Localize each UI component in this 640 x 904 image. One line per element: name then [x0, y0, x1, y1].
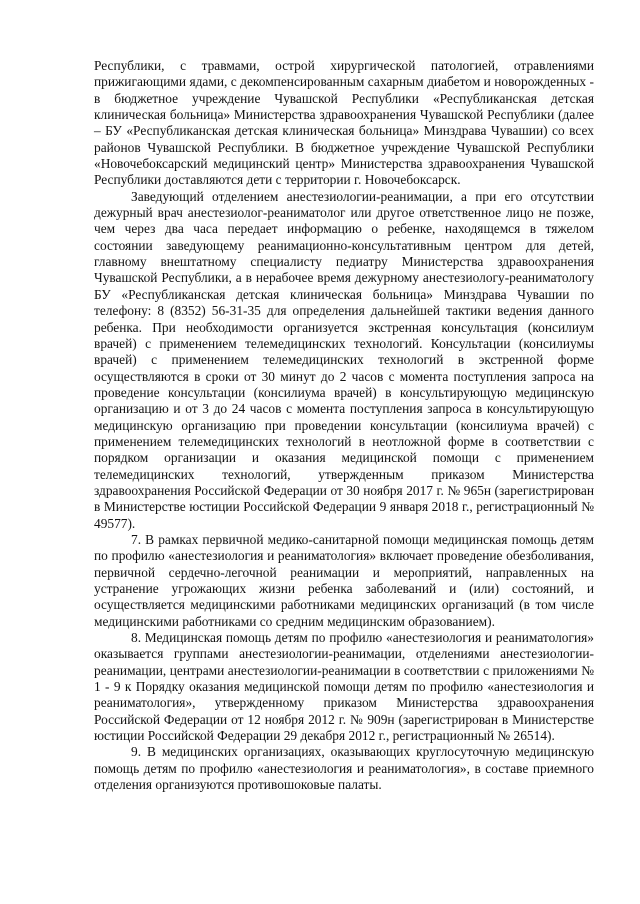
paragraph-continuation: Республики, с травмами, острой хирургической патологией, отравлениями прижигающими ядами, с декомпенсированным сахарным диабетом и новорожденных - в бюджетное учреждение Чувашской Республики «Республиканская детская клиническая больница» Министерства здравоохранения Чувашской Республики (далее – БУ «Республиканская детская клиническая больница» Минздрава Чувашии) со всех районов Чувашской Республики. В бюджетное учреждение Чувашской Республики «Новочебоксарский медицинский центр» Министерства здравоохранения Чувашской Республики доставляются дети с территории г. Новочебоксарск.	[94, 58, 594, 188]
paragraph-item-8: 8. Медицинская помощь детям по профилю «анестезиология и реаниматология» оказывается группами анестезиологии-реанимации, отделениями анестезиологии-реанимации, центрами анестезиологии-реанимации в соответствии с приложениями № 1 - 9 к Порядку оказания медицинской помощи детям по профилю «анестезиология и реаниматология», утвержденному приказом Министерства здравоохранения Российской Федерации от 12 ноября 2012 г. № 909н (зарегистрирован в Министерстве юстиции Российской Федерации 29 декабря 2012 г., регистрационный № 26514).	[94, 630, 594, 744]
paragraph-item-9: 9. В медицинских организациях, оказывающих круглосуточную медицинскую помощь детям по профилю «анестезиология и реаниматология», в составе приемного отделения организуются противошоковые палаты.	[94, 744, 594, 793]
paragraph-item-7: 7. В рамках первичной медико-санитарной помощи медицинская помощь детям по профилю «анестезиология и реаниматология» включает проведение обезболивания, первичной сердечно-легочной реанимации и мероприятий, направленных на устранение угрожающих жизни ребенка заболеваний и (или) состояний, и осуществляется медицинскими работниками медицинских организаций (в том числе медицинскими работниками со средним медицинским образованием).	[94, 531, 594, 629]
paragraph-head-of-department: Заведующий отделением анестезиологии-реанимации, а при его отсутствии дежурный врач анестезиолог-реаниматолог или другое ответственное лицо не позже, чем через два часа передает информацию о ребенке, находящемся в тяжелом состоянии заведующему реанимационно-консультативным центром для детей, главному внештатному специалисту педиатру Министерства здравоохранения Чувашской Республики, а в нерабочее время дежурному анестезиологу-реаниматологу БУ «Республиканская детская клиническая больница» Минздрава Чувашии по телефону: 8 (8352) 56-31-35 для определения дальнейшей тактики ведения данного ребенка. При необходимости организуется экстренная консультация (консилиум врачей) с применением телемедицинских технологий. Консультации (консилиумы врачей) с применением телемедицинских технологий в экстренной форме осуществляются в сроки от 30 минут до 2 часов с момента поступления запроса на проведение консультации (консилиума врачей) в консультирующую медицинскую организацию и от 3 до 24 часов с момента поступления запроса в консультирующую медицинскую организацию при проведении консультации (консилиума врачей) с применением телемедицинских технологий в неотложной форме в соответствии с порядком организации и оказания медицинской помощи с применением телемедицинских технологий, утвержденным приказом Министерства здравоохранения Российской Федерации от 30 ноября 2017 г. № 965н (зарегистрирован в Министерстве юстиции Российской Федерации 9 января 2018 г., регистрационный № 49577).	[94, 188, 594, 531]
